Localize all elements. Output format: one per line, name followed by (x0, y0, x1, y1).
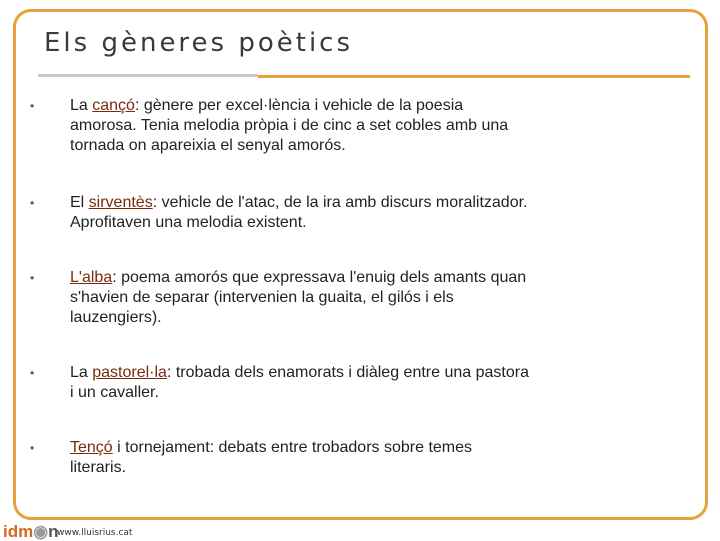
website-link[interactable]: www.lluisrius.cat (57, 528, 133, 538)
keyword-sirventes: sirventès (88, 194, 153, 211)
keyword-pastorella: pastorel·la (92, 364, 167, 381)
keyword-tenco: Tençó (70, 439, 113, 456)
item-text-before: La (70, 364, 93, 381)
bullet-icon: • (30, 196, 35, 210)
item-text-before: La (70, 97, 93, 114)
list-item (30, 268, 530, 328)
item-text-after: i tornejament: debats entre trobadors sobre temes literaris. (70, 439, 473, 476)
list-item (30, 438, 530, 478)
bullet-icon: • (30, 99, 35, 113)
slide-title: Els gèneres poètics (44, 28, 354, 58)
item-text-after: : poema amorós que expressava l'enuig dels amants quan s'havien de separar (intervenien la guaita, el gilós i els lauzengiers). (70, 269, 527, 326)
bullet-icon: • (30, 366, 35, 380)
item-text-after: : gènere per excel·lència i vehicle de la poesia amorosa. Tenia melodia pròpia i de cinc a set cobles amb una tornada on apareixia el senyal amorós. (70, 97, 509, 154)
logo-text-b: n (48, 522, 59, 541)
list-item (30, 96, 530, 156)
logo-globe-icon: ◉ (33, 522, 49, 541)
title-rule-orange (258, 75, 690, 78)
list-item (30, 363, 530, 403)
item-text-after: : vehicle de l'atac, de la ira amb discurs moralitzador. Aprofitaven una melodia existent. (70, 194, 528, 231)
title-rule-gray (38, 74, 258, 77)
keyword-canco: cançó (92, 97, 135, 114)
idmon-logo (3, 523, 58, 541)
keyword-alba: L'alba (70, 269, 113, 286)
list-item (30, 193, 530, 233)
logo-text-a: idm (3, 522, 34, 541)
bullet-list (30, 96, 530, 478)
bullet-icon: • (30, 271, 35, 285)
item-text-after: : trobada dels enamorats i diàleg entre una pastora i un cavaller. (70, 364, 529, 401)
bullet-icon: • (30, 441, 35, 455)
item-text-before: El (70, 194, 89, 211)
